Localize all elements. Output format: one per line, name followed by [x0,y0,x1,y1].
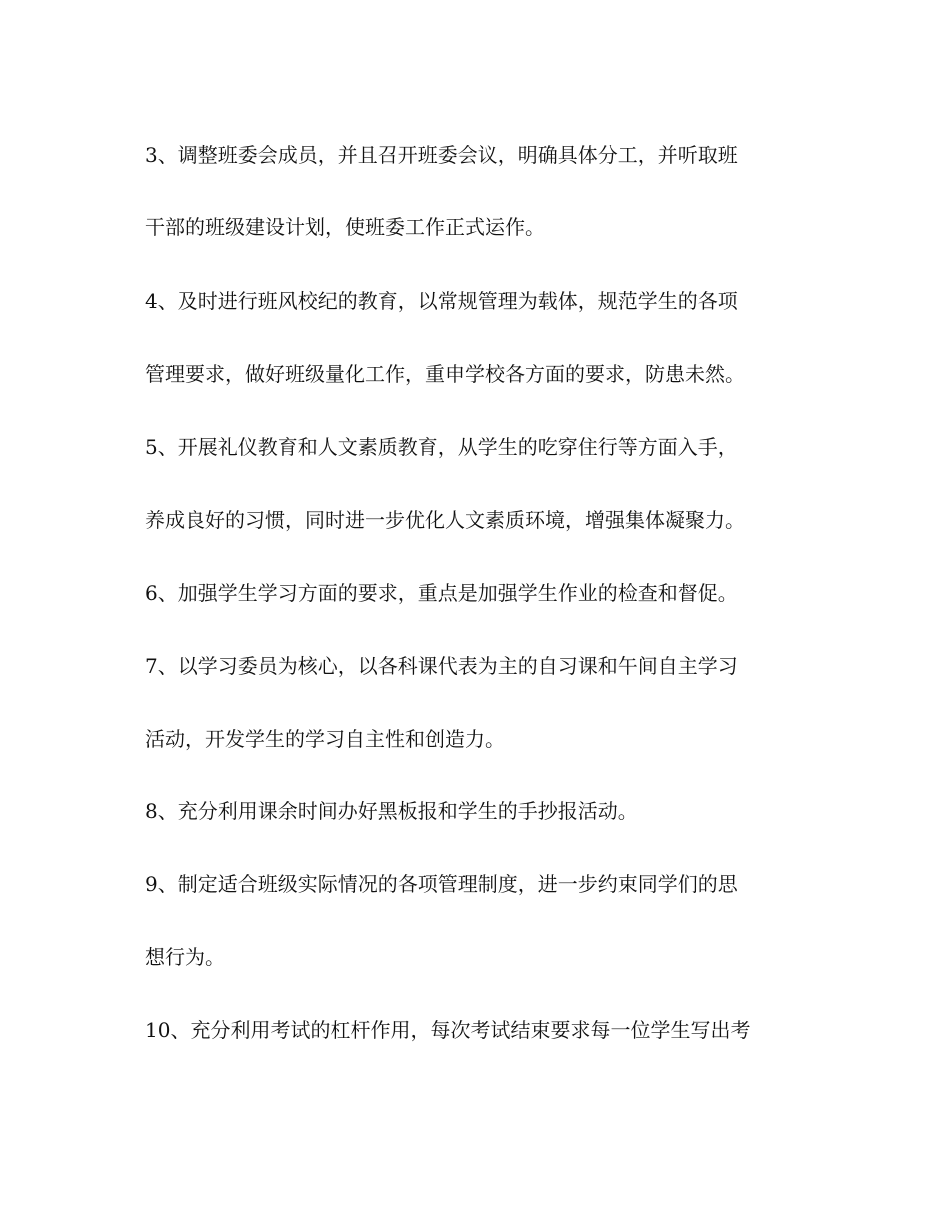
paragraph-line: 8、充分利用课余时间办好黑板报和学生的手抄报活动。 [145,799,638,823]
paragraph-line: 9、制定适合班级实际情况的各项管理制度，进一步约束同学们的思 [145,872,738,896]
paragraph-line: 10、充分利用考试的杠杆作用，每次考试结束要求每一位学生写出考 [145,1018,751,1042]
paragraph-line: 想行为。 [145,945,225,969]
paragraph-line: 活动，开发学生的学习自主性和创造力。 [145,727,505,751]
paragraph-line: 干部的班级建设计划，使班委工作正式运作。 [145,215,545,239]
paragraph-line: 管理要求，做好班级量化工作，重申学校各方面的要求，防患未然。 [145,362,745,386]
paragraph-line: 7、以学习委员为核心，以各科课代表为主的自习课和午间自主学习 [145,654,738,678]
paragraph-line: 养成良好的习惯，同时进一步优化人文素质环境，增强集体凝聚力。 [145,508,745,532]
paragraph-line: 5、开展礼仪教育和人文素质教育，从学生的吃穿住行等方面入手， [145,435,738,459]
paragraph-line: 3、调整班委会成员，并且召开班委会议，明确具体分工，并听取班 [145,143,738,167]
paragraph-line: 4、及时进行班风校纪的教育，以常规管理为载体，规范学生的各项 [145,289,738,313]
paragraph-line: 6、加强学生学习方面的要求，重点是加强学生作业的检查和督促。 [145,581,738,605]
